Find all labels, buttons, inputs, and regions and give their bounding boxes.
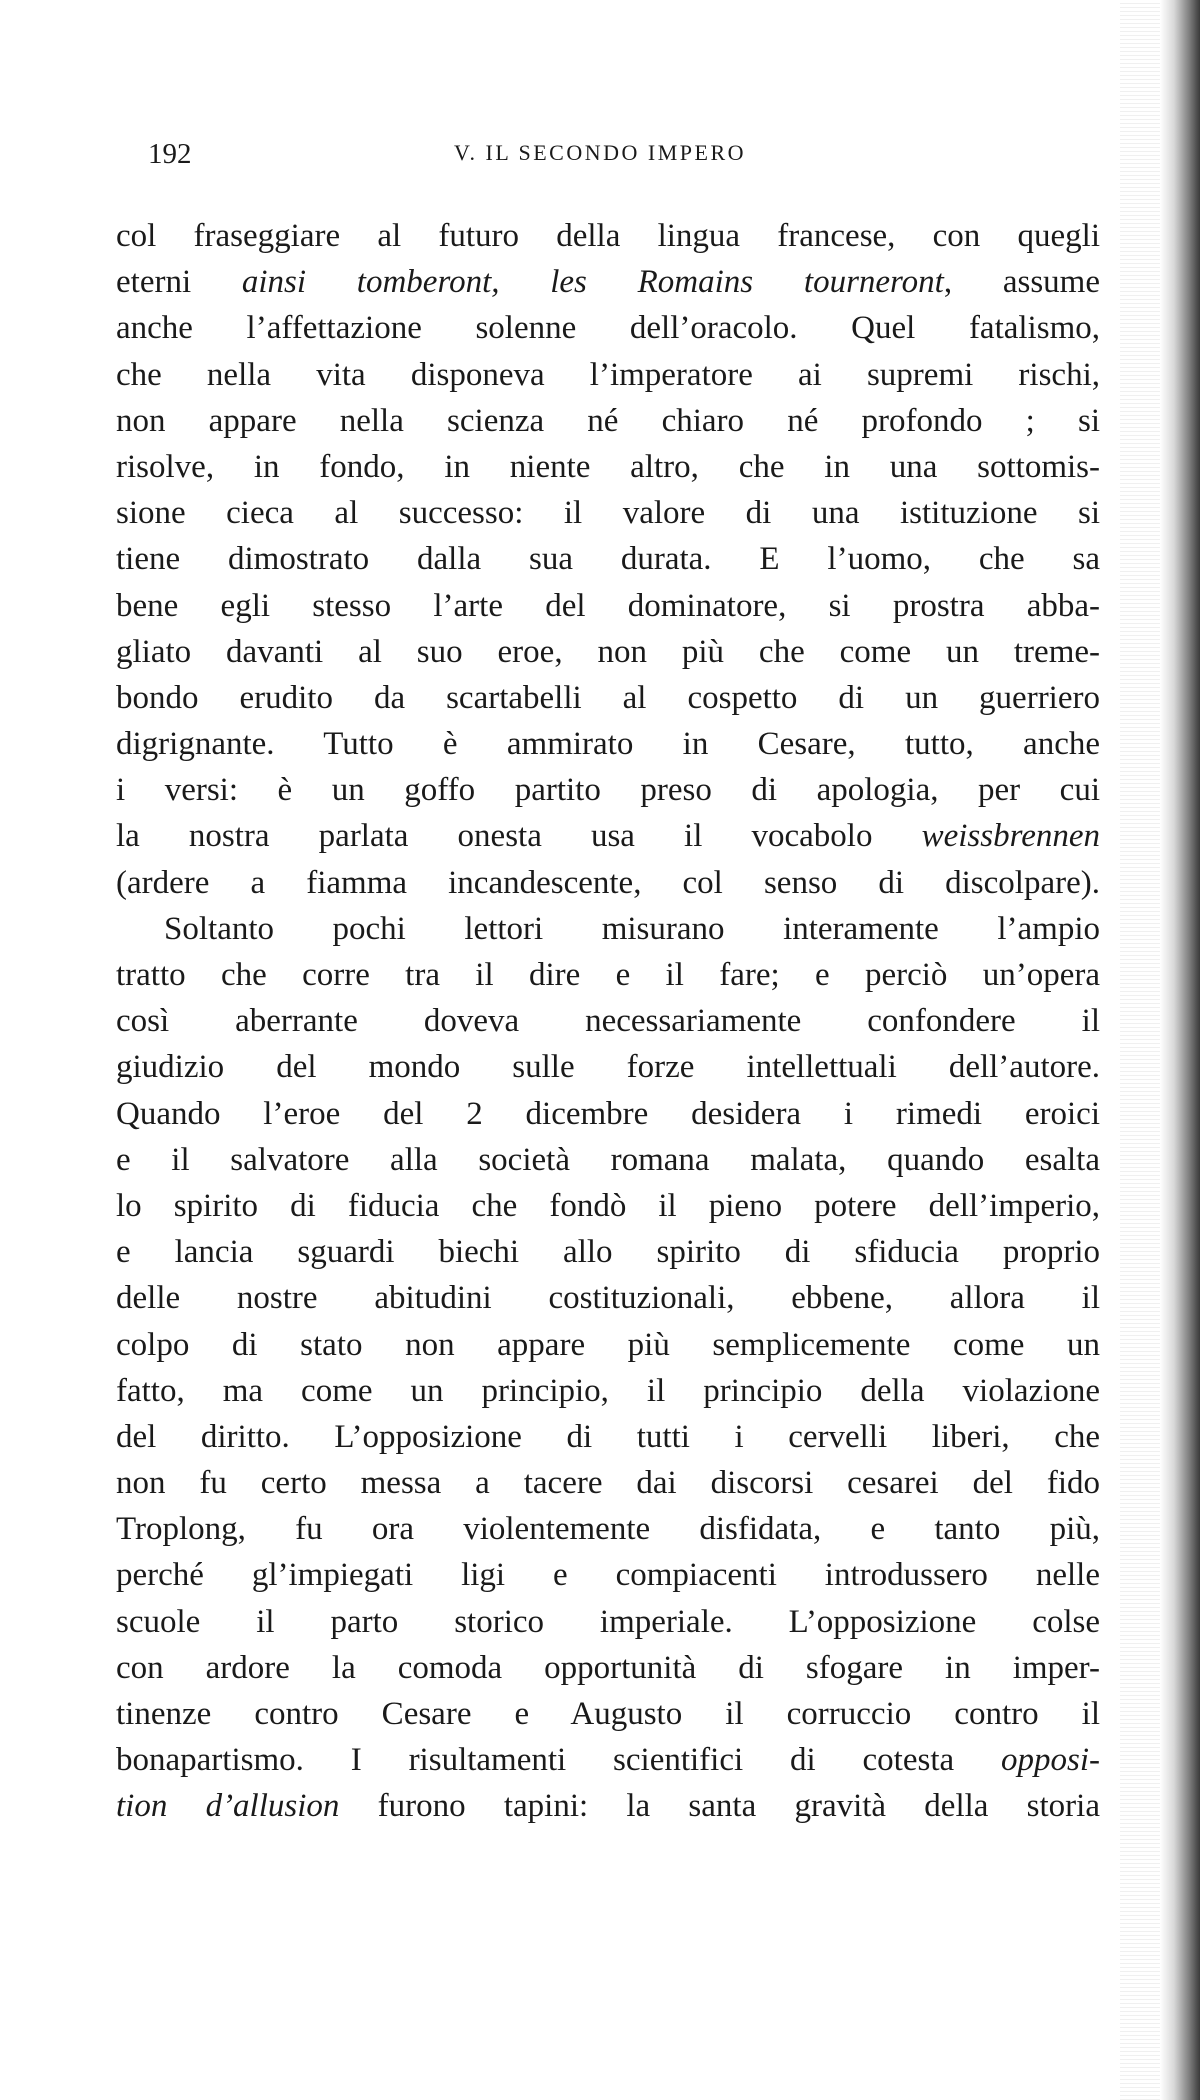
- text-segment: delle nostre abitudini costituzionali, ebbene, allora il: [116, 1280, 1100, 1317]
- text-segment: tratto che corre tra il dire e il fare; e perciò un’opera: [116, 957, 1100, 993]
- text-line: [116, 1460, 1100, 1506]
- text-segment: gliato davanti al suo eroe, non più che come un treme-: [116, 633, 1100, 670]
- text-line: [116, 1783, 1100, 1829]
- text-segment: con ardore la comoda opportunità di sfogare in imper-: [116, 1649, 1100, 1686]
- text-line: [116, 952, 1100, 998]
- text-line: [116, 906, 1100, 952]
- text-segment: tinenze contro Cesare e Augusto il corruccio contro il: [116, 1696, 1100, 1732]
- text-segment: tiene dimostrato dalla sua durata. E l’uomo, che sa: [116, 541, 1100, 578]
- text-line: [116, 813, 1100, 859]
- text-line: [116, 213, 1100, 259]
- text-line: [116, 1091, 1100, 1137]
- text-line: [116, 398, 1100, 444]
- text-segment: che nella vita disponeva l’imperatore ai supremi rischi,: [116, 356, 1100, 393]
- page-number: 192: [148, 138, 192, 170]
- text-segment: digrignante. Tutto è ammirato in Cesare, tutto, anche: [116, 726, 1100, 763]
- text-line: [116, 1229, 1100, 1275]
- text-segment: col fraseggiare al futuro della lingua francese, con quegli: [116, 218, 1100, 254]
- text-line: [116, 444, 1100, 490]
- text-segment: Quando l’eroe del 2 dicembre desidera i rimedi eroici: [116, 1095, 1100, 1132]
- text-line: [116, 1737, 1100, 1783]
- text-segment: bondo erudito da scartabelli al cospetto di un guerriero: [116, 679, 1100, 716]
- text-line: [116, 998, 1100, 1044]
- text-segment: del diritto. L’opposizione di tutti i cervelli liberi, che: [116, 1418, 1100, 1455]
- text-segment: giudizio del mondo sulle forze intellettuali dell’autore.: [116, 1049, 1100, 1086]
- text-line: [116, 1183, 1100, 1229]
- text-line: [116, 675, 1100, 721]
- text-line: [116, 1691, 1100, 1737]
- text-line: [116, 721, 1100, 767]
- text-line: [116, 536, 1100, 582]
- text-segment: non appare nella scienza né chiaro né profondo ; si: [116, 402, 1100, 439]
- text-line: [116, 767, 1100, 813]
- text-segment: e lancia sguardi biechi allo spirito di sfiducia proprio: [116, 1234, 1100, 1271]
- text-segment: bene egli stesso l’arte del dominatore, si prostra abba-: [116, 587, 1100, 624]
- text-segment: perché gl’impiegati ligi e compiacenti introdussero nelle: [116, 1557, 1100, 1594]
- text-line: [116, 1368, 1100, 1414]
- italic-text: opposi-: [1001, 1742, 1100, 1779]
- text-line: [116, 1506, 1100, 1552]
- text-line: [116, 305, 1100, 351]
- text-segment: Troplong, fu ora violentemente disfidata, e tanto più,: [116, 1511, 1100, 1548]
- text-segment: sione cieca al successo: il valore di una istituzione si: [116, 495, 1100, 532]
- text-segment: lo spirito di fiducia che fondò il pieno potere dell’imperio,: [116, 1187, 1100, 1224]
- text-segment: la nostra parlata onesta usa il vocabolo: [116, 818, 922, 855]
- body-text: [116, 213, 1100, 1830]
- text-line: [116, 1137, 1100, 1183]
- text-line: [116, 1599, 1100, 1645]
- text-line: [116, 860, 1100, 906]
- text-segment: e il salvatore alla società romana malata, quando esalta: [116, 1141, 1100, 1178]
- text-line: [116, 1322, 1100, 1368]
- text-line: [116, 1275, 1100, 1321]
- text-segment: non fu certo messa a tacere dai discorsi cesarei del fido: [116, 1465, 1100, 1502]
- text-segment: i versi: è un goffo partito preso di apologia, per cui: [116, 772, 1100, 809]
- text-segment: (ardere a fiamma incandescente, col senso di discolpare).: [116, 864, 1100, 901]
- text-line: [116, 259, 1100, 305]
- text-segment: Soltanto pochi lettori misurano interamente l’ampio: [164, 910, 1100, 947]
- text-line: [116, 352, 1100, 398]
- text-segment: colpo di stato non appare più semplicemente come un: [116, 1326, 1100, 1363]
- text-line: [116, 1552, 1100, 1598]
- text-segment: scuole il parto storico imperiale. L’opposizione colse: [116, 1603, 1100, 1640]
- text-segment: furono tapini: la santa gravità della storia: [339, 1788, 1100, 1825]
- italic-text: ainsi tomberont, les Romains tourneront: [241, 264, 944, 301]
- text-line: [116, 629, 1100, 675]
- book-binding-shadow: [1160, 0, 1200, 2100]
- text-line: [116, 1044, 1100, 1090]
- text-line: [116, 490, 1100, 536]
- text-segment: così aberrante doveva necessariamente confondere il: [116, 1003, 1100, 1040]
- italic-text: weissbrennen: [921, 818, 1100, 855]
- text-segment: , assume: [943, 264, 1100, 301]
- text-line: [116, 1645, 1100, 1691]
- text-line: [116, 583, 1100, 629]
- running-header: V. IL SECONDO IMPERO: [453, 140, 747, 165]
- page-gutter-texture: [1120, 0, 1160, 2100]
- text-segment: risolve, in fondo, in niente altro, che in una sottomis-: [116, 448, 1100, 485]
- text-segment: fatto, ma come un principio, il principio della violazione: [116, 1372, 1100, 1409]
- text-segment: eterni: [116, 264, 242, 301]
- text-segment: anche l’affettazione solenne dell’oracolo. Quel fatalismo,: [116, 310, 1100, 347]
- text-segment: bonapartismo. I risultamenti scientifici di cotesta: [116, 1742, 1001, 1779]
- italic-text: tion d’allusion: [116, 1788, 340, 1825]
- text-line: [116, 1414, 1100, 1460]
